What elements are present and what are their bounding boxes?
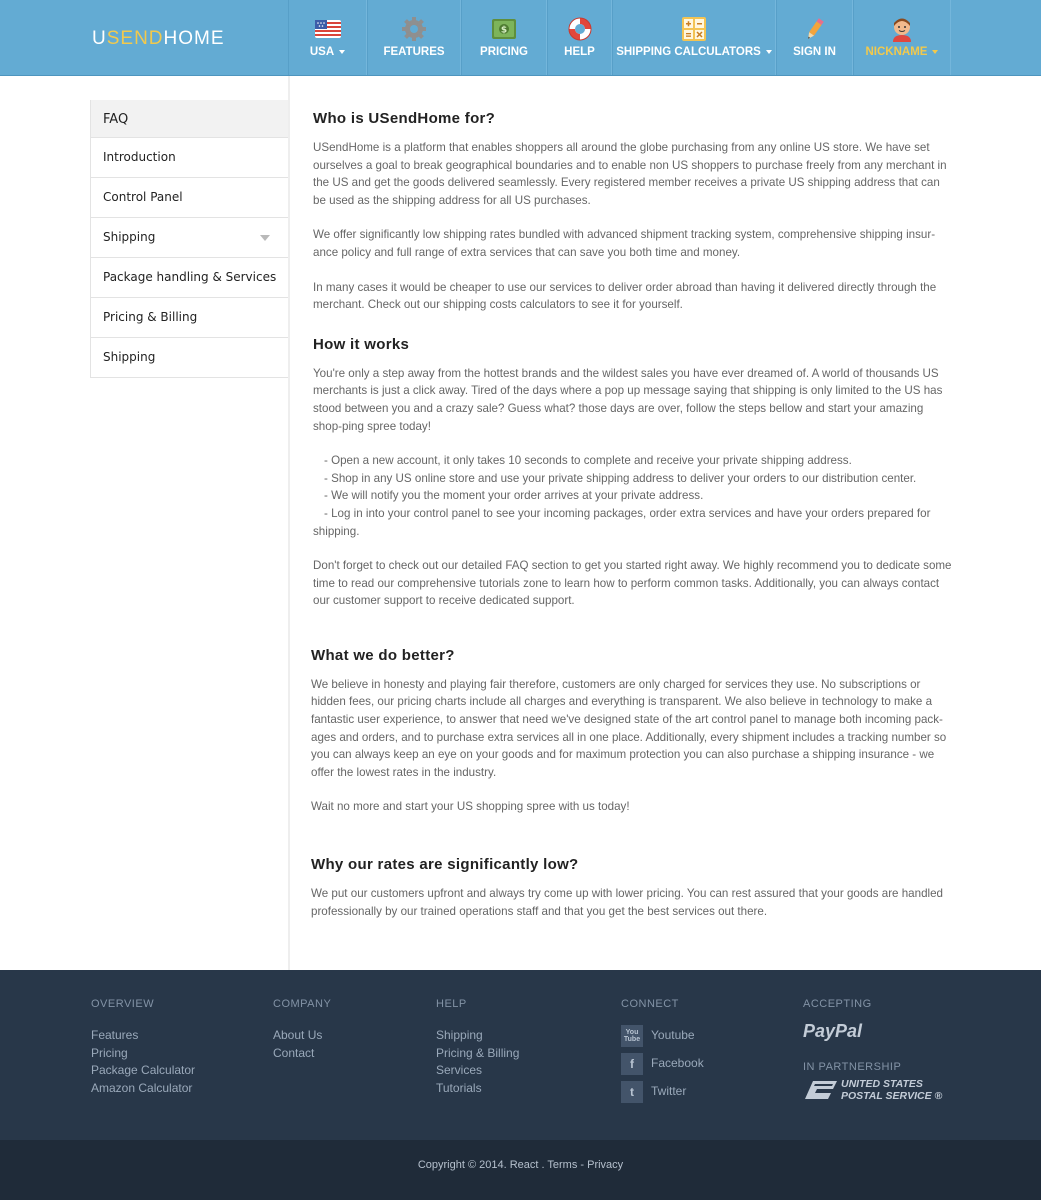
paragraph: In many cases it would be cheaper to use our services to deliver order abroad than having it delivered directly through the merchant. Check out our shipping costs calculators to see it for yourself. — [313, 280, 937, 312]
sidebar-item-label: Control Panel — [103, 190, 183, 204]
footer-link-about-us[interactable]: About Us — [273, 1028, 323, 1042]
paragraph: Don't forget to check out our detailed FAQ section to get you started right away. We highly recommend you to dedicate some time to read our comprehensive tutorials zone to learn how to perform common tasks. Additionally, you can always contact our customer support to receive dedicated support. — [313, 559, 952, 608]
footer-heading: ACCEPTING — [803, 998, 872, 1010]
nav-item-shipping-calculators[interactable] — [612, 0, 776, 75]
footer-link-amazon-calculator[interactable]: Amazon Calculator — [91, 1080, 193, 1095]
sidebar-item-shipping-2[interactable] — [91, 338, 288, 378]
footer-col-overview — [91, 998, 195, 1097]
list-item: - We will notify you the moment your order arrives at your private address. — [324, 489, 704, 503]
gear-icon — [401, 16, 427, 42]
list-item: - Shop in any US online store and use your private shipping address to deliver your orders to our distribution center. — [324, 471, 917, 485]
footer-heading: CONNECT — [621, 998, 679, 1010]
nav-label-sign-in: SIGN IN — [793, 46, 836, 58]
nav-label-help: HELP — [564, 46, 595, 58]
footer-heading: COMPANY — [273, 998, 332, 1010]
footer-link-tutorials[interactable]: Tutorials — [436, 1080, 482, 1095]
footer-link-contact[interactable]: Contact — [273, 1045, 315, 1060]
sidebar-item-label: Shipping — [103, 230, 156, 244]
list-item: - Open a new account, it only takes 10 seconds to complete and receive your private shipping address. — [324, 454, 852, 468]
user-avatar-icon — [889, 16, 915, 42]
logo[interactable] — [92, 28, 225, 50]
faq-content — [313, 100, 953, 920]
us-flag-icon — [315, 16, 341, 42]
footer-link-pricing-billing[interactable]: Pricing & Billing — [436, 1045, 520, 1060]
sidebar-divider — [288, 76, 290, 970]
section-title-how: How it works — [313, 335, 410, 353]
sidebar-item-pricing-billing[interactable] — [91, 298, 288, 338]
nav-item-pricing[interactable] — [461, 0, 547, 75]
section-title-rates: Why our rates are significantly low? — [311, 856, 579, 874]
usps-logo — [803, 1078, 942, 1102]
social-twitter[interactable] — [621, 1078, 704, 1106]
nav-label-nickname: NICKNAME — [865, 46, 928, 58]
footer-link-package-calculator[interactable]: Package Calculator — [91, 1063, 196, 1078]
main-nav — [288, 0, 951, 75]
paragraph: You're only a step away from the hottest brands and the wildest sales you have ever dreamed of. A world of thousands US merchants is just a click away. Tired of the days where a pop up message saying that shipping is only limited to the US has stood between you and a crazy sale? Guess what? those days are over, follow the steps bellow and start your amazing shop-ping spree today! — [313, 366, 943, 433]
nav-label-usa: USA — [309, 46, 335, 58]
logo-text-u: U — [92, 28, 107, 49]
nav-item-usa[interactable] — [288, 0, 367, 75]
chevron-down-icon — [339, 50, 345, 54]
section-title-better: What we do better? — [311, 646, 455, 664]
youtube-icon: You Tube — [621, 1025, 643, 1047]
paragraph: We put our customers upfront and always try come up with lower pricing. You can rest assured that your goods are handled professionally by our trained operations staff and that you get the best services out there. — [311, 887, 943, 918]
social-facebook[interactable] — [621, 1050, 704, 1078]
sidebar-item-label: Introduction — [103, 150, 176, 164]
social-label: Twitter — [651, 1084, 687, 1099]
footer-heading: OVERVIEW — [91, 998, 155, 1010]
top-header — [0, 0, 1041, 76]
sidebar-item-label: Pricing & Billing — [103, 310, 198, 324]
social-youtube[interactable] — [621, 1022, 704, 1050]
paragraph: We offer significantly low shipping rates bundled with advanced shipment tracking system, comprehensive shipping insur-ance policy and full range of extra services that can save you both time and money. — [313, 228, 936, 259]
sidebar-title: FAQ — [91, 100, 288, 138]
footer-link-shipping[interactable]: Shipping — [436, 1028, 483, 1042]
section-title-who: Who is USendHome for? — [313, 110, 496, 127]
footer-link-features[interactable]: Features — [91, 1028, 139, 1042]
logo-text-send: SEND — [106, 28, 164, 49]
sidebar-item-label: Shipping — [103, 350, 156, 364]
footer-link-services[interactable]: Services — [436, 1063, 483, 1078]
nav-item-sign-in[interactable] — [776, 0, 853, 75]
copyright: Copyright © 2014. React . Terms - Privacy — [417, 1159, 624, 1171]
footer-col-help — [436, 998, 519, 1097]
usps-text — [841, 1078, 942, 1102]
nav-item-help[interactable] — [547, 0, 612, 75]
footer-link-pricing[interactable]: Pricing — [91, 1045, 128, 1060]
list-item: - Log in into your control panel to see your incoming packages, order extra services and have your orders prepared for — [324, 506, 931, 520]
steps-list — [313, 452, 953, 540]
social-label: Facebook — [651, 1056, 704, 1071]
nav-label-features: FEATURES — [383, 46, 445, 58]
nav-label-pricing: PRICING — [480, 46, 528, 58]
sidebar-item-package-handling[interactable] — [91, 258, 288, 298]
bottom-bar — [0, 1140, 1041, 1200]
footer-heading: IN PARTNERSHIP — [803, 1061, 902, 1073]
svg-text:$: $ — [500, 25, 508, 36]
paragraph: USendHome is a platform that enables shoppers all around the globe purchasing from any online US store. We have set ourselves a goal to break geographical boundaries and to enable non US shoppers to purchase freely from any merchant in the US and get the goods delivered seamlessly. Every registered member receives a private US shipping address that can be used as the shipping address for all US purchases. — [313, 141, 947, 207]
paragraph: Wait no more and start your US shopping spree with us today! — [311, 800, 630, 814]
logo-text-home: HOME — [163, 28, 225, 49]
footer-col-connect — [621, 998, 704, 1106]
social-label: Youtube — [651, 1028, 695, 1043]
sidebar-item-label: Package handling & Services — [103, 270, 277, 284]
sidebar-item-introduction[interactable] — [91, 138, 288, 178]
usps-line-1: UNITED STATES — [841, 1078, 923, 1090]
nav-label-shipping-calculators: SHIPPING CALCULATORS — [616, 46, 761, 58]
expand-arrow-icon[interactable] — [260, 235, 270, 241]
footer-heading: HELP — [436, 998, 467, 1010]
chevron-down-icon — [932, 50, 938, 54]
usps-eagle-icon — [803, 1079, 837, 1101]
twitter-icon: t — [621, 1081, 643, 1103]
faq-sidebar — [90, 100, 288, 378]
sidebar-item-shipping[interactable] — [91, 218, 288, 258]
footer-col-accepting — [803, 998, 942, 1102]
usps-line-2: POSTAL SERVICE ® — [841, 1090, 943, 1102]
list-item-tail: shipping. — [313, 524, 360, 538]
chevron-down-icon — [766, 50, 772, 54]
pencil-icon — [802, 16, 828, 42]
paypal-logo: PayPal — [803, 1021, 863, 1041]
nav-item-nickname[interactable] — [853, 0, 951, 75]
footer-col-company — [273, 998, 331, 1062]
money-icon — [491, 16, 517, 42]
lifebuoy-icon — [567, 16, 593, 42]
footer — [0, 970, 1041, 1140]
calculator-icon — [681, 16, 707, 42]
nav-item-features[interactable] — [367, 0, 461, 75]
facebook-icon: f — [621, 1053, 643, 1075]
paragraph: We believe in honesty and playing fair therefore, customers are only charged for services they use. No subscriptions or hidden fees, our pricing charts include all charges and everything is transparent. We also believe in technology to make a fantastic user experience, to answer that need we've designed state of the art control panel to manage both incoming pack-ages and orders, and to purchase extra services all in one place. Additionally, every shipment includes a tracking number so you can always keep an eye on your goods and for maximum protection you can also purchase a shipping insurance - we offer the lowest rates in the industry. — [311, 677, 947, 779]
sidebar-item-control-panel[interactable] — [91, 178, 288, 218]
